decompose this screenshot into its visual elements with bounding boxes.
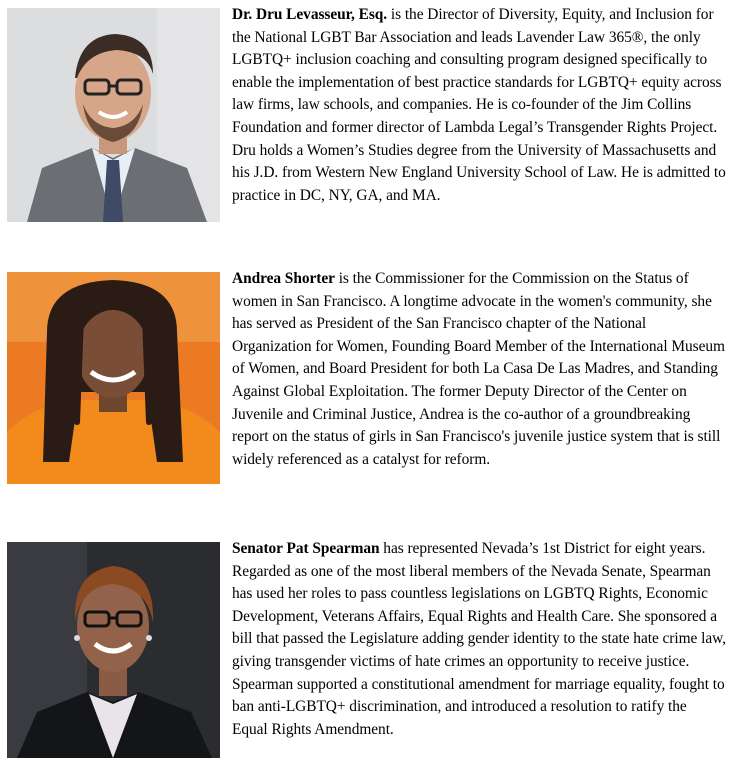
bio-description: is the Commissioner for the Commission on the Status of women in San Francisco. A longtime advocate in the women's community, she has served as President of the San Francisco chapter of the National Organization for Women, Founding Board Member of the International Museum of Women, and Board President for both La Casa De Las Madres, and Standing Against Global Exploitation. The former Deputy Director of the Center on Juvenile and Criminal Justice, Andrea is the co-author of a groundbreaking report on the status of girls in San Francisco's juvenile justice system that is still widely referenced as a catalyst for reform. bbox=[232, 270, 725, 468]
bio-text bbox=[232, 4, 726, 207]
bio-text bbox=[232, 268, 726, 471]
portrait-photo bbox=[7, 8, 220, 222]
bio-description: is the Director of Diversity, Equity, and Inclusion for the National LGBT Bar Association and leads Lavender Law 365®, the only LGBTQ+ inclusion coaching and consulting program designed specifically to enable the implementation of best practice standards for LGBTQ+ equity across law firms, law schools, and companies. He is co-founder of the Jim Collins Foundation and former director of Lambda Legal’s Transgender Rights Project. Dru holds a Women’s Studies degree from the University of Massachusetts and his J.D. from Western New England University School of Law. He is admitted to practice in DC, NY, GA, and MA. bbox=[232, 6, 726, 204]
portrait-photo bbox=[7, 542, 220, 758]
portrait-photo bbox=[7, 272, 220, 484]
person-name: Andrea Shorter bbox=[232, 270, 335, 287]
bio-description: has represented Nevada’s 1st District for eight years. Regarded as one of the most liberal members of the Nevada Senate, Spearman has used her roles to pass countless legislations on LGBTQ Rights, Economic Development, Veterans Affairs, Equal Rights and Health Care. She sponsored a bill that passed the Legislature adding gender identity to the state hate crime law, giving transgender victims of hate crimes an opportunity to receive justice. Spearman supported a constitutional amendment for marriage equality, fought to ban anti-LGBTQ+ discrimination, and introduced a resolution to ratify the Equal Rights Amendment. bbox=[232, 540, 726, 738]
person-name: Senator Pat Spearman bbox=[232, 540, 380, 557]
bio-text bbox=[232, 538, 726, 741]
person-name: Dr. Dru Levasseur, Esq. bbox=[232, 6, 388, 23]
